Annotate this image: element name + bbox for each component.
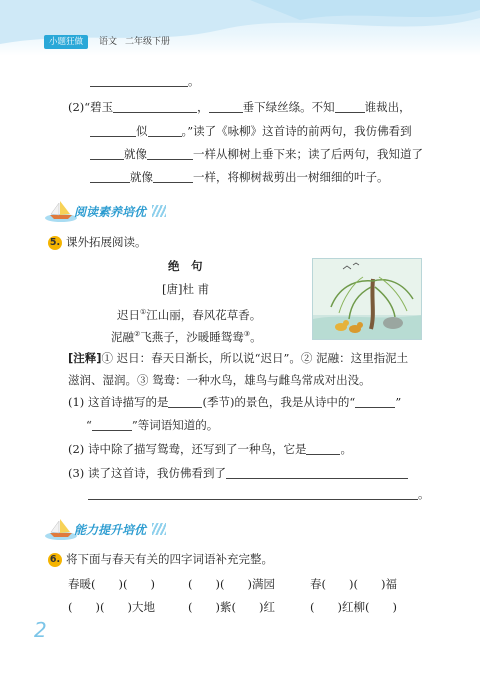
question-number: 5. bbox=[49, 237, 61, 248]
answer-blank[interactable] bbox=[90, 124, 136, 137]
answer-blank[interactable] bbox=[92, 418, 132, 431]
banner-stripes bbox=[152, 205, 166, 217]
answer-blank[interactable] bbox=[153, 170, 193, 183]
q6-row1-item2: ( )( )满园 bbox=[188, 577, 275, 591]
header-subject: 语文 bbox=[99, 37, 118, 47]
boat-icon bbox=[44, 198, 78, 224]
header-grade: 二年级下册 bbox=[125, 37, 171, 47]
answer-blank[interactable] bbox=[168, 395, 202, 408]
question-prompt: 将下面与春天有关的四字词语补充完整。 bbox=[66, 552, 273, 566]
q5-note-line2: 滋润、湿润。③ 鸳鸯：一种水鸟，雄鸟与雌鸟常成对出没。 bbox=[68, 373, 371, 387]
header-wave-decoration bbox=[0, 0, 480, 60]
poem-line-2: 泥融②飞燕子，沙暖睡鸳鸯③。 bbox=[111, 329, 262, 344]
q6-row2-item3: ( )红柳( ) bbox=[310, 600, 397, 614]
question-prompt: 课外拓展阅读。 bbox=[66, 235, 147, 249]
q5-sub3: (3) 读了这首诗，我仿佛看到了 bbox=[68, 465, 408, 481]
q2-line2: 似 。”读了《咏柳》这首诗的前两句，我仿佛看到 bbox=[90, 123, 412, 139]
banner-stripes bbox=[152, 523, 166, 535]
answer-blank[interactable] bbox=[306, 442, 340, 455]
section-banner-ability bbox=[44, 516, 174, 542]
poem-illustration bbox=[312, 258, 422, 340]
answer-blank[interactable] bbox=[355, 395, 395, 408]
answer-blank[interactable] bbox=[209, 100, 243, 113]
answer-blank[interactable] bbox=[90, 170, 130, 183]
answer-blank[interactable] bbox=[90, 74, 188, 87]
q2-line3: 就像 一样从柳树上垂下来；读了后两句，我知道了 bbox=[90, 146, 423, 162]
answer-blank[interactable] bbox=[226, 466, 408, 479]
answer-blank[interactable] bbox=[148, 124, 182, 137]
poem-author: [唐]杜 甫 bbox=[162, 282, 210, 296]
q6-row1-item1: 春暖( )( ) bbox=[68, 577, 155, 591]
answer-blank[interactable] bbox=[88, 487, 418, 500]
answer-blank[interactable] bbox=[113, 100, 197, 113]
answer-blank[interactable] bbox=[90, 147, 124, 160]
q5-sub2: (2) 诗中除了描写鸳鸯，还写到了一种鸟，它是 。 bbox=[68, 442, 352, 456]
q5-sub1-line2: “ ”等词语知道的。 bbox=[86, 418, 219, 432]
section-title-reading: 阅读素养培优 bbox=[74, 205, 147, 219]
poem-line-1: 迟日①江山丽，春风花草香。 bbox=[117, 307, 262, 322]
q6-header bbox=[48, 551, 273, 567]
q5-note-line1: [注释]① 迟日：春天日渐长，所以说“迟日”。② 泥融：这里指泥土 bbox=[68, 351, 409, 365]
q2-line0: 。 bbox=[90, 73, 200, 89]
section-title-ability: 能力提升培优 bbox=[74, 523, 147, 537]
q5-sub3-line2: 。 bbox=[88, 486, 430, 502]
q6-row2-item1: ( )( )大地 bbox=[68, 600, 155, 614]
q2-line4: 就像 一样，将柳树裁剪出一树细细的叶子。 bbox=[90, 169, 389, 185]
answer-blank[interactable] bbox=[335, 100, 365, 113]
question-number: 6. bbox=[49, 554, 61, 565]
willow-ducks-illustration bbox=[313, 259, 422, 340]
q2-line1: (2)“碧玉 ， 垂下绿丝绦。不知 谁裁出， bbox=[68, 100, 411, 114]
q5-sub1-line1: (1) 这首诗描写的是 (季节)的景色，我是从诗中的“ ” bbox=[68, 395, 402, 409]
section-banner-reading bbox=[44, 198, 174, 224]
q5-header bbox=[48, 234, 147, 250]
boat-icon bbox=[44, 516, 78, 542]
q6-row2-item2: ( )紫( )红 bbox=[188, 600, 275, 614]
page-header bbox=[0, 0, 480, 56]
poem-title: 绝 句 bbox=[168, 259, 203, 273]
answer-blank[interactable] bbox=[147, 147, 193, 160]
brand-badge: 小题狂做 bbox=[44, 35, 88, 49]
page-number: 2 bbox=[34, 618, 47, 642]
q6-row1-item3: 春( )( )福 bbox=[310, 577, 397, 591]
